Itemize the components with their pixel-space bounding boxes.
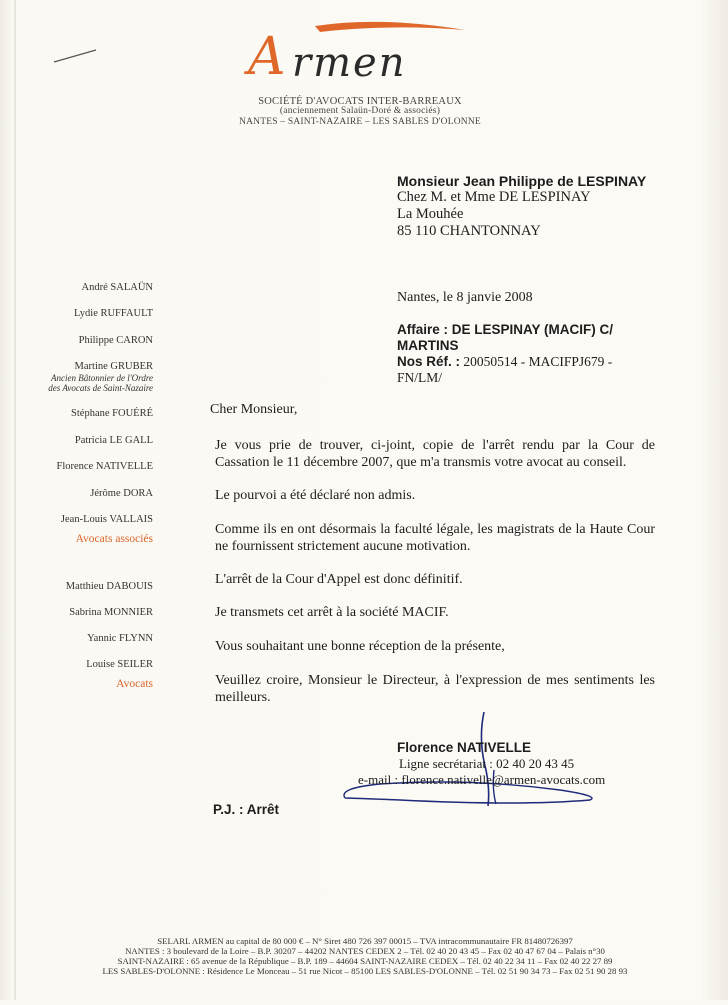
associate-name: Lydie RUFFAULT (73, 308, 153, 319)
reference-cont: FN/LM/ (397, 370, 443, 385)
recipient-line2: La Mouhée (397, 206, 464, 222)
paper-edge (14, 0, 16, 1000)
paragraph-4: L'arrêt de la Cour d'Appel est donc définitif. (215, 572, 463, 587)
recipient-line3: 85 110 CHANTONNAY (397, 223, 541, 239)
footer-line-1: SELARL ARMEN au capital de 80 000 € – N° Siret 480 726 397 00015 – TVA intracommunautaire FR 81480726397 (157, 936, 573, 946)
firm-name: SOCIÉTÉ D'AVOCATS INTER-BARREAUX (258, 96, 462, 107)
gruber-note: des Avocats de Saint-Nazaire (48, 383, 153, 393)
associate-name: Jérôme DORA (90, 488, 153, 499)
recipient-name: Monsieur Jean Philippe de LESPINAY (397, 173, 647, 189)
gruber-note: Ancien Bâtonnier de l'Ordre (51, 373, 153, 383)
paragraph-6: Vous souhaitant une bonne réception de la présente, (215, 639, 505, 654)
letter-date: Nantes, le 8 janvie 2008 (397, 290, 533, 305)
associate-name: Stéphane FOUÉRÉ (71, 408, 153, 419)
paragraph-2: Le pourvoi a été déclaré non admis. (215, 488, 416, 503)
salutation: Cher Monsieur, (210, 402, 298, 417)
signer-name: Florence NATIVELLE (397, 740, 532, 755)
associate-name: Martine GRUBER (74, 361, 153, 372)
lawyers-title: Avocats (116, 678, 153, 690)
logo-letter-a: A (248, 27, 286, 87)
reference-value: 20050514 - MACIFPJ679 - (463, 354, 613, 369)
associate-name: Philippe CARON (78, 335, 153, 346)
footer-line-3: SAINT-NAZAIRE : 65 avenue de la République – B.P. 189 – 44604 SAINT-NAZAIRE CEDEX – Tél. 02 40 22 34 11 – Fax 02 40 22 27 89 (117, 956, 613, 966)
lawyer-name: Yannic FLYNN (87, 633, 153, 644)
footer-line-4: LES SABLES-D'OLONNE : Résidence Le Monceau – 51 rue Nicot – 85100 LES SABLES-D'OLONNE – Tél. 02 51 90 34 73 – Fax 02 51 90 28 93 (102, 966, 628, 976)
paragraph-7: Veuillez croire, Monsieur le Directeur, à l'expression de mes sentiments les meilleurs. (215, 673, 655, 705)
footer-line-2: NANTES : 3 boulevard de la Loire – B.P. 30207 – 44202 NANTES CEDEX 2 – Tél. 02 40 20 43 45 – Fax 02 40 47 67 04 – Palais n°30 (125, 946, 605, 956)
pen-mark (50, 44, 100, 66)
lawyer-name: Louise SEILER (86, 659, 153, 670)
lawyer-name: Sabrina MONNIER (69, 607, 153, 618)
paragraph-3: Comme ils en ont désormais la faculté légale, les magistrats de la Haute Cour ne fournissent strictement aucune motivation. (215, 522, 655, 554)
logo-text: rmen (292, 40, 407, 86)
associate-name: Florence NATIVELLE (56, 461, 153, 472)
firm-former-name: (anciennement Salaün-Doré & associés) (279, 106, 441, 116)
affaire-cont: MARTINS (397, 338, 459, 353)
reference (397, 354, 612, 370)
affaire-label: Affaire : DE LESPINAY (MACIF) C/ (397, 322, 614, 337)
paragraph-5: Je transmets cet arrêt à la société MACIF. (215, 605, 449, 620)
associates-title: Avocats associés (75, 533, 153, 545)
firm-cities: NANTES – SAINT-NAZAIRE – LES SABLES D'OLONNE (239, 117, 481, 127)
recipient-line1: Chez M. et Mme DE LESPINAY (397, 189, 591, 205)
associate-name: Jean-Louis VALLAIS (60, 514, 153, 525)
armen-logo (240, 18, 470, 88)
lawyer-name: Matthieu DABOUIS (65, 581, 153, 592)
attachment-note: P.J. : Arrêt (213, 802, 280, 817)
contact-email[interactable]: e-mail : florence.nativelle@armen-avocats.com (358, 772, 606, 787)
associate-name: André SALAÜN (81, 282, 153, 293)
paragraph-1: Je vous prie de trouver, ci-joint, copie de l'arrêt rendu par la Cour de Cassation le 11 décembre 2007, que m'a transmis votre avocat au conseil. (215, 438, 655, 470)
reference-label: Nos Réf. : (397, 354, 461, 369)
secretariat-phone: Ligne secrétariat : 02 40 20 43 45 (399, 756, 575, 771)
associate-name: Patricia LE GALL (74, 435, 153, 446)
